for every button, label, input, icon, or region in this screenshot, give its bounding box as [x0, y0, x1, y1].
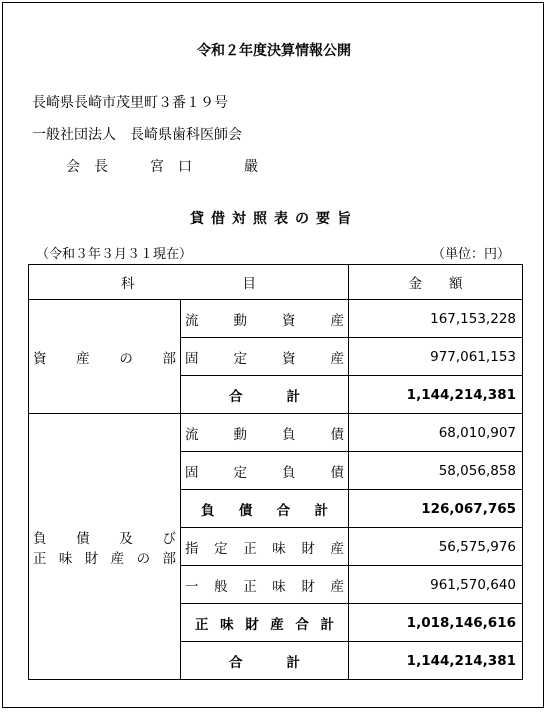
organization-line: 一般社団法人 長崎県歯科医師会 [32, 127, 242, 143]
designated-net-assets-label [181, 528, 349, 566]
label-char: 動 [233, 426, 247, 443]
net-assets-total-value: 1,018,146,616 [349, 604, 523, 642]
unit-label: （単位：円） [431, 247, 510, 262]
label-char: 産 [330, 578, 344, 595]
label-char: 味 [58, 550, 73, 567]
grand-total-value: 1,144,214,381 [349, 642, 523, 680]
label-char: 財 [245, 616, 259, 633]
current-liabilities-value: 68,010,907 [349, 414, 523, 452]
label-char: 味 [220, 616, 234, 633]
fixed-assets-value: 977,061,153 [349, 338, 523, 376]
liabilities-section-line1 [29, 527, 180, 547]
table-row [29, 300, 523, 338]
designated-net-assets-value: 56,575,976 [349, 528, 523, 566]
label-char: 般 [214, 578, 228, 595]
label-char: 資 [282, 312, 296, 329]
label-char: 産 [76, 350, 90, 367]
label-char: の [119, 350, 133, 367]
label-char: 財 [301, 578, 315, 595]
assets-section-cell [29, 300, 181, 414]
current-assets-label [181, 300, 349, 338]
assets-section-label [29, 347, 180, 367]
label-char: 計 [286, 654, 300, 671]
label-char: 産 [330, 350, 344, 367]
as-of-date: （令和３年３月３１現在） [36, 247, 193, 262]
label-char: 産 [110, 550, 125, 567]
representative-role: 会 長 [66, 159, 108, 175]
assets-total-value: 1,144,214,381 [349, 376, 523, 414]
label-char: 流 [185, 426, 199, 443]
label-char: 合 [295, 616, 309, 633]
label-char: 味 [272, 578, 286, 595]
label-char: 部 [162, 550, 176, 567]
label-char: 正 [33, 550, 47, 567]
label-char: び [162, 530, 176, 547]
label-char: 固 [185, 350, 199, 367]
current-liabilities-label [181, 414, 349, 452]
label-char: 計 [320, 616, 334, 633]
label-char: 味 [272, 540, 286, 557]
label-char: 負 [282, 426, 296, 443]
label-char: 定 [233, 464, 247, 481]
liabilities-total-value: 126,067,765 [349, 490, 523, 528]
label-char: 産 [270, 616, 284, 633]
assets-total-label [181, 376, 349, 414]
label-char: 動 [233, 312, 247, 329]
label-char: 財 [301, 540, 315, 557]
table-header-row [29, 265, 523, 300]
label-char: 資 [33, 350, 47, 367]
representative-surname: 宮 口 [150, 159, 192, 175]
fixed-assets-label [181, 338, 349, 376]
label-char: 正 [243, 540, 257, 557]
label-char: 正 [243, 578, 257, 595]
label-char: 部 [162, 350, 176, 367]
label-char: 債 [330, 426, 344, 443]
label-char: 計 [286, 388, 300, 405]
label-char: 債 [238, 502, 253, 519]
fixed-liabilities-label [181, 452, 349, 490]
liabilities-total-label [181, 490, 349, 528]
current-assets-value: 167,153,228 [349, 300, 523, 338]
table-row [29, 414, 523, 452]
label-char: 負 [201, 502, 215, 519]
grand-total-label [181, 642, 349, 680]
label-char: 固 [185, 464, 199, 481]
fixed-liabilities-value: 58,056,858 [349, 452, 523, 490]
liabilities-section-cell [29, 414, 181, 680]
label-char: 定 [233, 350, 247, 367]
label-char: 計 [314, 502, 328, 519]
label-char: 指 [185, 540, 199, 557]
label-char: 一 [185, 578, 199, 595]
general-net-assets-label [181, 566, 349, 604]
label-char: 及 [119, 530, 133, 547]
label-char: 合 [276, 502, 291, 519]
net-assets-total-label [181, 604, 349, 642]
label-char: 定 [214, 540, 228, 557]
label-char: 合 [229, 388, 243, 405]
label-char: 資 [282, 350, 296, 367]
label-char: 産 [330, 540, 344, 557]
label-char: 債 [330, 464, 344, 481]
subject-header: 科 目 [29, 265, 349, 300]
page-title: 令和２年度決算情報公開 [197, 43, 351, 59]
amount-header: 金 額 [349, 265, 523, 300]
label-char: 流 [185, 312, 199, 329]
balance-sheet-table [28, 264, 523, 680]
label-char: の [136, 550, 151, 567]
label-char: 債 [76, 530, 90, 547]
label-char: 負 [33, 530, 47, 547]
general-net-assets-value: 961,570,640 [349, 566, 523, 604]
label-char: 正 [195, 616, 209, 633]
label-char: 負 [282, 464, 296, 481]
label-char: 財 [84, 550, 99, 567]
representative-given-name: 嚴 [244, 159, 258, 175]
label-char: 産 [330, 312, 344, 329]
section-title: 貸借対照表の要旨 [190, 211, 358, 227]
address-line: 長崎県長崎市茂里町３番１９号 [32, 95, 228, 111]
label-char: 合 [229, 654, 243, 671]
liabilities-section-line2 [29, 547, 180, 567]
